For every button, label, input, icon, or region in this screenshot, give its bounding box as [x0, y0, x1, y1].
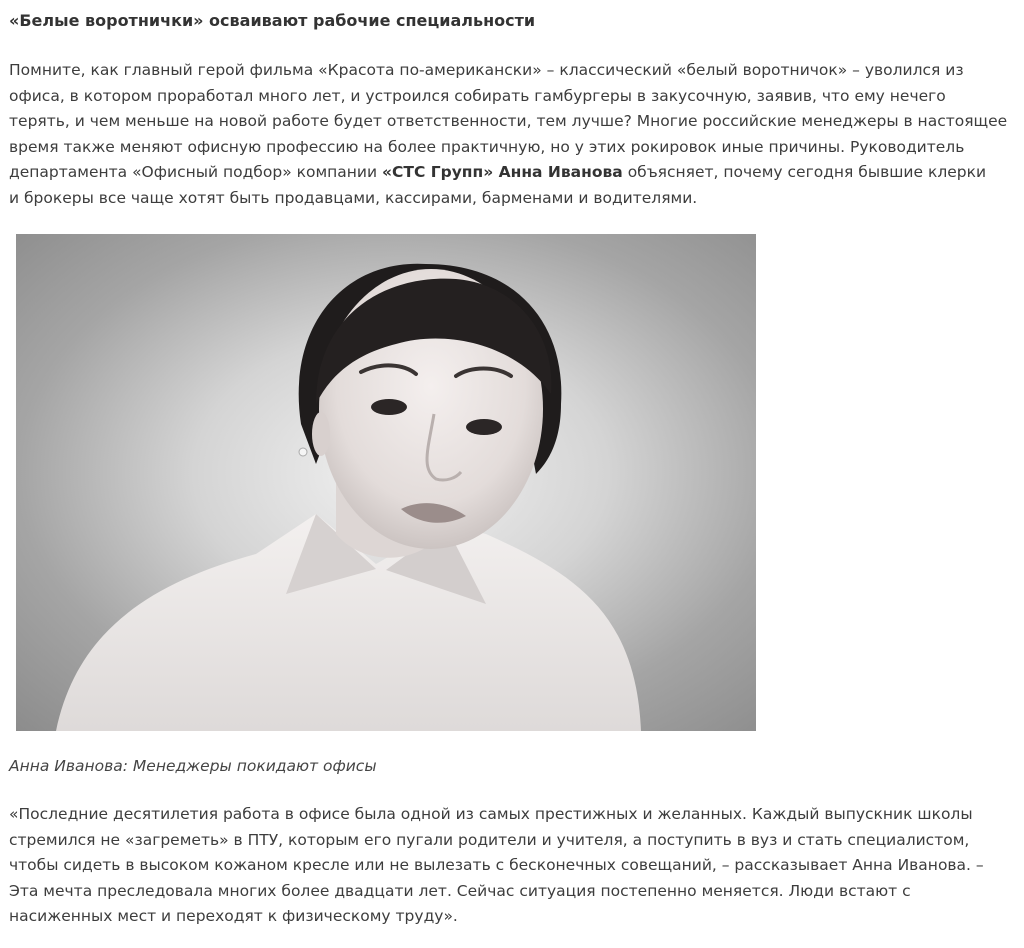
portrait-illustration — [16, 234, 756, 731]
quote-line-3: чтобы сидеть в высоком кожаном кресле или не вылезать с бесконечных совещаний, – рассказывает Анна Иванова. – — [9, 856, 984, 874]
lead-line-5-end: объясняет, почему сегодня бывшие клерки — [622, 163, 987, 181]
lead-line-6: и брокеры все чаще хотят быть продавцами, кассирами, барменами и водителями. — [9, 188, 698, 207]
quote-line-4: Эта мечта преследовала многих более двадцати лет. Сейчас ситуация постепенно меняется. Люди встают с — [9, 881, 911, 900]
article-title: «Белые воротнички» осваивают рабочие специальности — [9, 11, 536, 30]
article-quote — [9, 802, 1014, 930]
quote-line-2: стремился не «загреметь» в ПТУ, которым его пугали родители и учителя, а поступить в вуз и стать специалистом, — [9, 830, 970, 849]
lead-line-1: Помните, как главный герой фильма «Красота по-американски» – классический «белый воротничок» – уволился из — [9, 61, 964, 79]
quote-line-5: насиженных мест и переходят к физическому труду». — [9, 907, 458, 925]
lead-line-5 — [9, 160, 1014, 186]
lead-line-5-start: департамента «Офисный подбор» компании — [9, 163, 382, 181]
quote-line-1: «Последние десятилетия работа в офисе была одной из самых престижных и желанных. Каждый выпускник школы — [9, 805, 973, 823]
company-person-name: «СТС Групп» Анна Иванова — [381, 163, 623, 181]
portrait-photo — [16, 234, 756, 731]
photo-caption: Анна Иванова: Менеджеры покидают офисы — [9, 757, 377, 775]
lead-line-3: терять, и чем меньше на новой работе будет ответственности, тем лучше? Многие российские менеджеры в настоящее — [9, 112, 1008, 130]
lead-line-2: офиса, в котором проработал много лет, и устроился собирать гамбургеры в закусочную, заявив, что ему нечего — [9, 86, 946, 105]
article-lead — [9, 58, 1014, 211]
lead-line-4: время также меняют офисную профессию на более практичную, но у этих рокировок иные причины. Руководитель — [9, 137, 965, 156]
